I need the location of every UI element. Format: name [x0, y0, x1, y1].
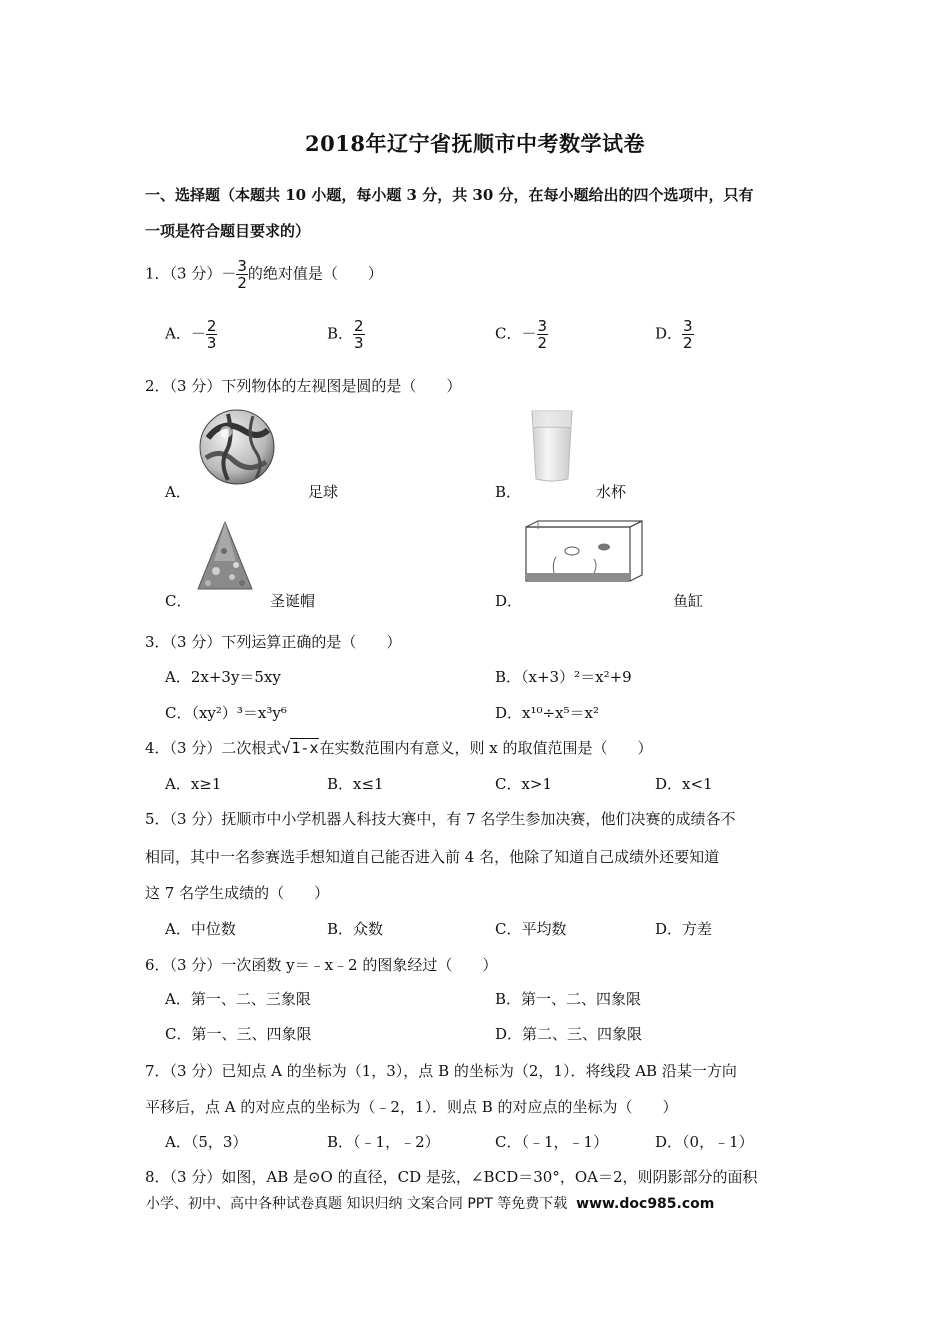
option-denominator: 3 [354, 334, 364, 352]
footer-text: 小学、初中、高中各种试卷真题 知识归纳 文案合同 PPT 等免费下载 [146, 1196, 568, 1212]
question-5-line2: 相同，其中一名参赛选手想知道自己能否进入前 4 名，他除了知道自己成绩外还要知道 [145, 848, 720, 866]
q4-option-a[interactable]: A．x≥1 [165, 775, 222, 793]
q4-option-d[interactable]: D．x<1 [655, 775, 713, 793]
option-sign: － [521, 324, 537, 343]
q7-option-b[interactable]: B．（﹣1，﹣2） [327, 1133, 440, 1151]
q7-option-a[interactable]: A．（5，3） [165, 1133, 248, 1151]
question-2-stem: 2．（3 分）下列物体的左视图是圆的是（ ） [145, 377, 462, 395]
q1-numerator: 3 [237, 257, 247, 275]
option-letter: D． [655, 324, 683, 343]
q1-sign: － [221, 264, 237, 283]
question-6-stem: 6．（3 分）一次函数 y＝﹣x﹣2 的图象经过（ ） [145, 956, 498, 974]
q3-option-a[interactable]: A．2x+3y＝5xy [165, 668, 281, 686]
option-numerator: 3 [683, 317, 693, 335]
q2-option-a-letter[interactable]: A． [165, 483, 191, 501]
q2-option-d-letter[interactable]: D． [495, 592, 523, 610]
q2-option-a-label: 足球 [308, 483, 339, 501]
option-denominator: 2 [537, 334, 548, 352]
q1-stem-text: 的绝对值是（ ） [247, 264, 383, 283]
q4-stem-post: 在实数范围内有意义，则 x 的取值范围是（ ） [319, 739, 653, 757]
question-3-stem: 3．（3 分）下列运算正确的是（ ） [145, 633, 402, 651]
q1-option-b[interactable] [327, 318, 365, 351]
option-letter: A． [165, 324, 191, 343]
option-fraction [206, 318, 218, 351]
q1-option-a[interactable] [165, 318, 217, 351]
q5-option-c[interactable]: C．平均数 [495, 920, 567, 938]
fish-tank-image [524, 519, 644, 585]
option-fraction [353, 318, 365, 351]
q2-option-c-letter[interactable]: C． [165, 592, 192, 610]
footer-url-link[interactable]: www.doc985.com [576, 1196, 715, 1212]
q2-option-d-label: 鱼缸 [673, 592, 704, 610]
question-7-line1: 7．（3 分）已知点 A 的坐标为（1，3），点 B 的坐标为（2，1）．将线段 AB 沿某一方向 [145, 1062, 737, 1080]
option-letter: C． [495, 324, 522, 343]
q2-option-b-letter[interactable]: B． [495, 483, 522, 501]
q4-option-c[interactable]: C．x>1 [495, 775, 553, 793]
section-header-line2: 一项是符合题目要求的） [145, 222, 311, 240]
q6-option-b[interactable]: B．第一、二、四象限 [495, 990, 642, 1008]
sqrt-radical: √1-x [281, 739, 319, 757]
option-fraction [537, 318, 549, 351]
q1-denominator: 2 [237, 274, 247, 292]
q1-number: 1．（3 分） [145, 264, 222, 283]
q1-option-d[interactable] [655, 318, 694, 351]
option-sign: － [190, 324, 206, 343]
page-title: 2018年辽宁省抚顺市中考数学试卷 [305, 131, 645, 156]
question-1-stem [145, 258, 383, 291]
q4-option-b[interactable]: B．x≤1 [327, 775, 384, 793]
q1-option-c[interactable] [495, 318, 548, 351]
question-8-line1: 8．（3 分）如图，AB 是⊙O 的直径，CD 是弦，∠BCD＝30°，OA＝2，则阴影部分的面积 [145, 1168, 758, 1186]
q2-option-c-label: 圣诞帽 [270, 592, 316, 610]
q6-option-a[interactable]: A．第一、二、三象限 [165, 990, 311, 1008]
q7-option-c[interactable]: C．（﹣1，﹣1） [495, 1133, 609, 1151]
water-cup-image [530, 409, 574, 483]
option-numerator: 2 [354, 317, 364, 335]
q4-stem-pre: 4．（3 分）二次根式 [145, 739, 282, 757]
q7-option-d[interactable]: D．（0，﹣1） [655, 1133, 754, 1151]
q2-option-b-label: 水杯 [596, 483, 627, 501]
option-denominator: 2 [683, 334, 693, 352]
q1-fraction [236, 258, 248, 291]
sqrt-radicand: 1-x [291, 739, 319, 757]
option-letter: B． [327, 324, 354, 343]
christmas-hat-image [196, 521, 254, 591]
q3-option-b[interactable]: B．（x+3）²＝x²+9 [495, 668, 632, 686]
question-4-stem [145, 737, 652, 758]
section-header-line1: 一、选择题（本题共 10 小题，每小题 3 分，共 30 分，在每小题给出的四个选项中，只有 [145, 186, 754, 204]
footer-banner [146, 1193, 714, 1213]
question-7-line2: 平移后，点 A 的对应点的坐标为（﹣2，1）．则点 B 的对应点的坐标为（ ） [145, 1098, 678, 1116]
option-fraction [682, 318, 694, 351]
option-numerator: 2 [206, 317, 217, 335]
q5-option-b[interactable]: B．众数 [327, 920, 384, 938]
question-5-line3: 这 7 名学生成绩的（ ） [145, 884, 330, 902]
q3-option-c[interactable]: C．（xy²）³＝x³y⁶ [165, 704, 287, 722]
q6-option-d[interactable]: D．第二、三、四象限 [495, 1025, 643, 1043]
q5-option-d[interactable]: D．方差 [655, 920, 713, 938]
q3-option-d[interactable]: D．x¹⁰÷x⁵＝x² [495, 704, 600, 722]
q6-option-c[interactable]: C．第一、三、四象限 [165, 1025, 312, 1043]
option-denominator: 3 [206, 334, 217, 352]
question-5-line1: 5．（3 分）抚顺市中小学机器人科技大赛中，有 7 名学生参加决赛，他们决赛的成绩各不 [145, 810, 736, 828]
soccer-ball-image [198, 408, 276, 486]
option-numerator: 3 [537, 317, 548, 335]
q5-option-a[interactable]: A．中位数 [165, 920, 236, 938]
